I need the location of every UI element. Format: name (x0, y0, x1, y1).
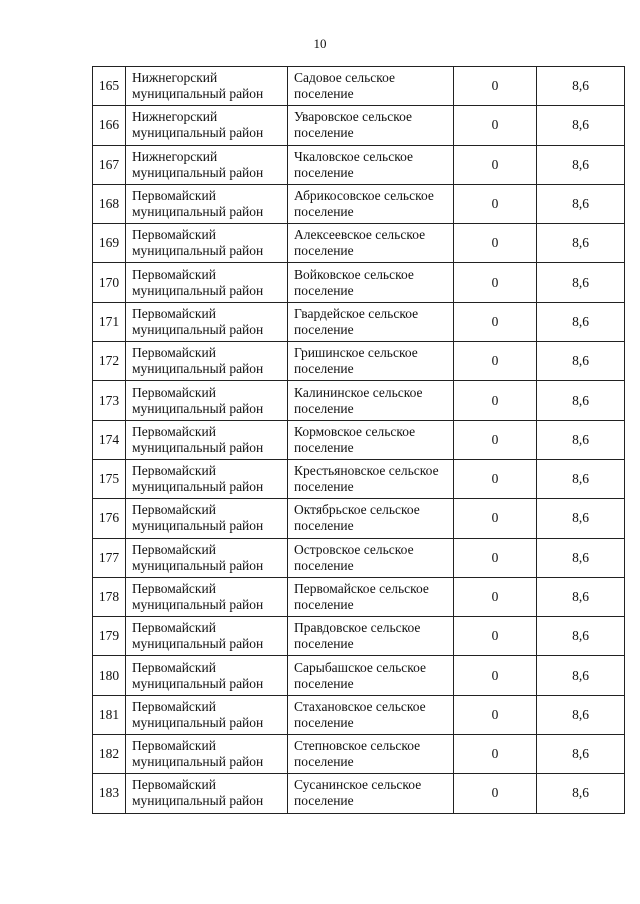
value-1-cell (454, 617, 537, 656)
district-cell (126, 184, 288, 223)
row-number: 168 (98, 196, 120, 212)
table-row (93, 106, 625, 145)
value-2: 8,6 (572, 628, 589, 644)
value-2: 8,6 (572, 353, 589, 369)
settlement-name: Октябрьское сельское поселение (294, 502, 420, 534)
row-number-cell (93, 67, 126, 106)
value-1: 0 (491, 785, 499, 801)
row-number: 176 (98, 510, 120, 526)
value-1-cell (454, 459, 537, 498)
value-1: 0 (491, 196, 499, 212)
district-name: Нижнегорский муниципальный район (132, 109, 264, 141)
settlement-name: Калининское сельское поселение (294, 384, 423, 416)
row-number-cell (93, 499, 126, 538)
value-1: 0 (491, 667, 499, 683)
value-1-cell (454, 577, 537, 616)
value-1-cell (454, 263, 537, 302)
value-1: 0 (491, 589, 499, 604)
table-row (93, 381, 625, 420)
settlement-name: Кормовское сельское поселение (294, 423, 416, 455)
row-number: 167 (98, 156, 120, 172)
value-2: 8,6 (572, 667, 589, 683)
district-cell (126, 106, 288, 145)
settlement-cell (288, 184, 454, 223)
value-1-cell (454, 420, 537, 459)
row-number: 178 (98, 589, 120, 604)
row-number-cell (93, 420, 126, 459)
settlement-cell (288, 577, 454, 616)
table-row (93, 67, 625, 106)
row-number: 165 (98, 78, 120, 94)
table-row (93, 302, 625, 341)
settlement-name: Гвардейское сельское поселение (294, 305, 419, 337)
district-name: Первомайский муниципальный район (132, 502, 264, 534)
row-number: 170 (98, 274, 120, 290)
settlement-cell (288, 656, 454, 695)
district-name: Первомайский муниципальный район (132, 463, 264, 495)
table-row (93, 263, 625, 302)
data-table (92, 66, 625, 814)
value-1-cell (454, 381, 537, 420)
settlement-cell (288, 774, 454, 813)
table-row (93, 342, 625, 381)
district-name: Первомайский муниципальный район (132, 777, 264, 809)
value-1-cell (454, 538, 537, 577)
settlement-cell (288, 695, 454, 734)
settlement-name: Гришинское сельское поселение (294, 345, 418, 377)
settlement-cell (288, 263, 454, 302)
table-row (93, 184, 625, 223)
row-number: 173 (98, 392, 120, 408)
row-number: 180 (98, 667, 120, 683)
settlement-cell (288, 302, 454, 341)
value-2: 8,6 (572, 117, 589, 133)
settlement-cell (288, 106, 454, 145)
settlement-cell (288, 67, 454, 106)
district-name: Первомайский муниципальный район (132, 423, 264, 455)
settlement-name: Стахановское сельское поселение (294, 698, 426, 730)
value-2-cell (537, 695, 625, 734)
row-number-cell (93, 381, 126, 420)
row-number-cell (93, 224, 126, 263)
value-1-cell (454, 145, 537, 184)
settlement-name: Крестьяновское сельское поселение (294, 463, 439, 495)
value-1: 0 (491, 746, 499, 762)
district-name: Первомайский муниципальный район (132, 581, 264, 612)
settlement-cell (288, 459, 454, 498)
table-row (93, 656, 625, 695)
district-cell (126, 342, 288, 381)
settlement-name: Алексеевское сельское поселение (294, 227, 426, 259)
district-name: Нижнегорский муниципальный район (132, 148, 264, 180)
value-2-cell (537, 342, 625, 381)
value-2-cell (537, 106, 625, 145)
district-cell (126, 656, 288, 695)
row-number-cell (93, 263, 126, 302)
value-2: 8,6 (572, 274, 589, 290)
district-cell (126, 381, 288, 420)
row-number: 172 (98, 353, 120, 369)
value-1: 0 (491, 117, 499, 133)
row-number: 183 (98, 785, 120, 801)
table-row (93, 774, 625, 813)
value-1-cell (454, 67, 537, 106)
value-2: 8,6 (572, 589, 589, 604)
row-number-cell (93, 774, 126, 813)
value-2-cell (537, 67, 625, 106)
district-name: Первомайский муниципальный район (132, 384, 264, 416)
district-cell (126, 263, 288, 302)
table-row (93, 145, 625, 184)
row-number-cell (93, 145, 126, 184)
value-2: 8,6 (572, 235, 589, 251)
district-name: Первомайский муниципальный район (132, 305, 264, 337)
value-2-cell (537, 224, 625, 263)
value-2: 8,6 (572, 431, 589, 447)
value-1-cell (454, 499, 537, 538)
district-name: Первомайский муниципальный район (132, 541, 264, 573)
value-2: 8,6 (572, 392, 589, 408)
district-cell (126, 695, 288, 734)
table-row (93, 420, 625, 459)
value-1: 0 (491, 706, 499, 722)
value-1: 0 (491, 156, 499, 172)
district-name: Первомайский муниципальный район (132, 188, 264, 220)
row-number-cell (93, 302, 126, 341)
settlement-name: Степновское сельское поселение (294, 738, 421, 770)
value-2: 8,6 (572, 510, 589, 526)
row-number: 171 (98, 313, 120, 329)
settlement-name: Сарыбашское сельское поселение (294, 659, 427, 691)
settlement-cell (288, 617, 454, 656)
value-2: 8,6 (572, 156, 589, 172)
value-2-cell (537, 184, 625, 223)
district-name: Первомайский муниципальный район (132, 620, 264, 652)
value-2-cell (537, 538, 625, 577)
district-cell (126, 420, 288, 459)
settlement-name: Первомайское сельское поселение (294, 581, 429, 612)
value-1: 0 (491, 392, 499, 408)
row-number: 169 (98, 235, 120, 251)
district-cell (126, 302, 288, 341)
district-name: Первомайский муниципальный район (132, 659, 264, 691)
value-2-cell (537, 499, 625, 538)
settlement-name: Сусанинское сельское поселение (294, 777, 422, 809)
value-1: 0 (491, 471, 499, 487)
value-2: 8,6 (572, 471, 589, 487)
district-name: Первомайский муниципальный район (132, 266, 264, 298)
value-1-cell (454, 184, 537, 223)
settlement-name: Абрикосовское сельское поселение (294, 188, 434, 220)
district-cell (126, 538, 288, 577)
value-2-cell (537, 774, 625, 813)
value-1-cell (454, 302, 537, 341)
value-1: 0 (491, 313, 499, 329)
table-row (93, 459, 625, 498)
value-1: 0 (491, 431, 499, 447)
table-row (93, 577, 625, 616)
table-body (93, 67, 625, 814)
table-row (93, 499, 625, 538)
value-1: 0 (491, 628, 499, 644)
value-2-cell (537, 459, 625, 498)
table-row (93, 538, 625, 577)
table-row (93, 695, 625, 734)
district-cell (126, 774, 288, 813)
page-number: 10 (313, 36, 327, 51)
settlement-name: Садовое сельское поселение (294, 70, 395, 102)
settlement-cell (288, 499, 454, 538)
settlement-cell (288, 145, 454, 184)
district-cell (126, 617, 288, 656)
value-2: 8,6 (572, 706, 589, 722)
value-1-cell (454, 106, 537, 145)
value-2-cell (537, 577, 625, 616)
table-row (93, 224, 625, 263)
settlement-cell (288, 735, 454, 774)
row-number-cell (93, 577, 126, 616)
row-number-cell (93, 184, 126, 223)
district-cell (126, 67, 288, 106)
row-number-cell (93, 106, 126, 145)
row-number-cell (93, 617, 126, 656)
value-1-cell (454, 224, 537, 263)
value-1-cell (454, 342, 537, 381)
value-1-cell (454, 695, 537, 734)
district-cell (126, 499, 288, 538)
row-number: 182 (98, 746, 120, 762)
value-2-cell (537, 735, 625, 774)
district-cell (126, 224, 288, 263)
row-number: 177 (98, 549, 120, 565)
row-number-cell (93, 695, 126, 734)
district-cell (126, 145, 288, 184)
row-number: 166 (98, 117, 120, 133)
value-2-cell (537, 302, 625, 341)
row-number-cell (93, 538, 126, 577)
row-number-cell (93, 735, 126, 774)
value-2-cell (537, 381, 625, 420)
table-row (93, 617, 625, 656)
value-1: 0 (491, 353, 499, 369)
district-name: Первомайский муниципальный район (132, 227, 264, 259)
value-1-cell (454, 774, 537, 813)
value-1: 0 (491, 549, 499, 565)
settlement-name: Уваровское сельское поселение (294, 109, 412, 141)
value-2: 8,6 (572, 313, 589, 329)
district-name: Первомайский муниципальный район (132, 345, 264, 377)
table-row (93, 735, 625, 774)
district-name: Нижнегорский муниципальный район (132, 70, 264, 102)
settlement-cell (288, 538, 454, 577)
settlement-name: Островское сельское поселение (294, 541, 414, 573)
value-2: 8,6 (572, 785, 589, 801)
row-number: 179 (98, 628, 120, 644)
row-number: 175 (98, 471, 120, 487)
value-1-cell (454, 735, 537, 774)
value-2: 8,6 (572, 78, 589, 94)
value-1: 0 (491, 78, 499, 94)
district-name: Первомайский муниципальный район (132, 738, 264, 770)
row-number-cell (93, 459, 126, 498)
value-2: 8,6 (572, 196, 589, 212)
settlement-name: Войковское сельское поселение (294, 266, 414, 298)
value-2-cell (537, 263, 625, 302)
value-2-cell (537, 656, 625, 695)
district-cell (126, 459, 288, 498)
settlement-cell (288, 224, 454, 263)
value-2: 8,6 (572, 549, 589, 565)
value-1: 0 (491, 510, 499, 526)
value-2-cell (537, 617, 625, 656)
value-1: 0 (491, 235, 499, 251)
value-1: 0 (491, 274, 499, 290)
settlement-name: Чкаловское сельское поселение (294, 148, 413, 180)
settlement-name: Правдовское сельское поселение (294, 620, 421, 652)
district-name: Первомайский муниципальный район (132, 698, 264, 730)
value-2: 8,6 (572, 746, 589, 762)
value-2-cell (537, 420, 625, 459)
row-number-cell (93, 342, 126, 381)
settlement-cell (288, 342, 454, 381)
row-number-cell (93, 656, 126, 695)
district-cell (126, 735, 288, 774)
row-number: 174 (98, 431, 120, 447)
row-number: 181 (98, 706, 120, 722)
settlement-cell (288, 381, 454, 420)
district-cell (126, 577, 288, 616)
value-2-cell (537, 145, 625, 184)
settlement-cell (288, 420, 454, 459)
value-1-cell (454, 656, 537, 695)
